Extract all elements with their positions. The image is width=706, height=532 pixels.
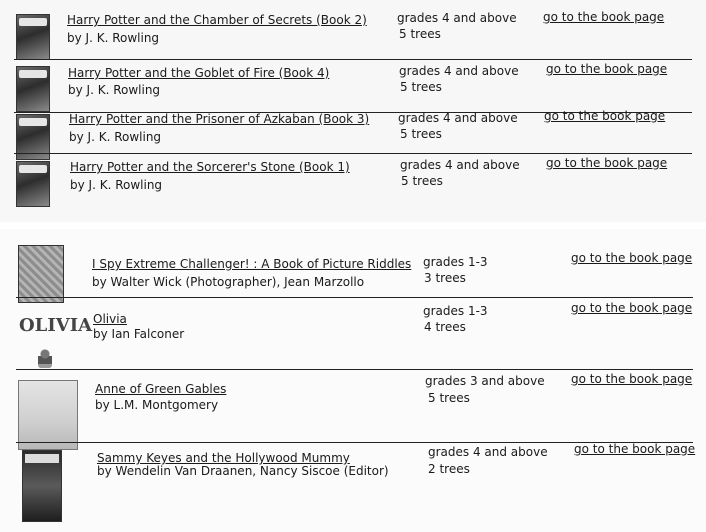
book-grades: grades 1-3 (423, 304, 488, 318)
book-trees: 5 trees (401, 174, 443, 188)
book-grades: grades 4 and above (400, 158, 520, 172)
book-cover-image[interactable] (18, 380, 78, 450)
book-grades: grades 4 and above (399, 64, 519, 78)
book-cover-image[interactable] (16, 66, 50, 112)
cover-illustration (38, 348, 52, 368)
book-cover-image[interactable] (22, 450, 62, 522)
cover-logo (19, 165, 47, 173)
book-grades: grades 4 and above (428, 445, 548, 459)
book-trees: 3 trees (424, 271, 466, 285)
book-author: by Wendelin Van Draanen, Nancy Siscoe (Editor) (97, 464, 389, 478)
book-grades: grades 4 and above (398, 111, 518, 125)
book-grades: grades 3 and above (425, 374, 545, 388)
book-page-link[interactable]: go to the book page (571, 372, 693, 386)
book-author: by Walter Wick (Photographer), Jean Marzollo (92, 275, 365, 289)
book-author: by J. K. Rowling (69, 130, 162, 144)
book-title[interactable]: Sammy Keyes and the Hollywood Mummy (97, 451, 350, 465)
book-title[interactable]: Harry Potter and the Prisoner of Azkaban (Book 3) (69, 112, 370, 126)
book-trees: 5 trees (399, 27, 441, 41)
book-page-link[interactable]: go to the book page (546, 62, 668, 76)
book-title[interactable]: Harry Potter and the Chamber of Secrets (Book 2) (67, 13, 367, 27)
book-page-link[interactable]: go to the book page (571, 301, 693, 315)
book-page-link[interactable]: go to the book page (571, 251, 693, 265)
book-title[interactable]: Olivia (93, 312, 127, 326)
book-cover-image[interactable] (16, 14, 50, 60)
book-grades: grades 4 and above (397, 11, 517, 25)
page-gap (0, 222, 706, 229)
book-title[interactable]: Harry Potter and the Sorcerer's Stone (Book 1) (70, 160, 350, 174)
book-page-link[interactable]: go to the book page (544, 109, 666, 123)
row-divider (16, 369, 693, 370)
book-title[interactable]: Anne of Green Gables (95, 382, 227, 396)
row-divider (16, 297, 693, 298)
cover-logo (19, 18, 47, 26)
book-page-link[interactable]: go to the book page (546, 156, 668, 170)
cover-logo (19, 70, 47, 78)
book-cover-image[interactable]: OLIVIA (19, 315, 93, 336)
book-trees: 4 trees (424, 320, 466, 334)
book-author: by J. K. Rowling (70, 178, 163, 192)
book-grades: grades 1-3 (423, 255, 488, 269)
book-cover-image[interactable] (16, 161, 50, 207)
book-cover-image[interactable] (18, 245, 64, 303)
cover-title-band (25, 454, 59, 463)
book-page-link[interactable]: go to the book page (543, 10, 665, 24)
book-trees: 5 trees (400, 80, 442, 94)
row-divider (14, 153, 692, 154)
book-author: by J. K. Rowling (68, 83, 161, 97)
book-author: by L.M. Montgomery (95, 398, 219, 412)
book-trees: 5 trees (400, 127, 442, 141)
cover-logo (19, 118, 47, 126)
book-trees: 2 trees (428, 462, 470, 476)
book-trees: 5 trees (428, 391, 470, 405)
book-page-link[interactable]: go to the book page (574, 442, 696, 456)
book-title[interactable]: Harry Potter and the Goblet of Fire (Book 4) (68, 66, 330, 80)
row-divider (14, 59, 692, 60)
book-author: by Ian Falconer (93, 327, 185, 341)
book-title[interactable]: I Spy Extreme Challenger! : A Book of Picture Riddles (92, 257, 412, 271)
book-author: by J. K. Rowling (67, 31, 160, 45)
